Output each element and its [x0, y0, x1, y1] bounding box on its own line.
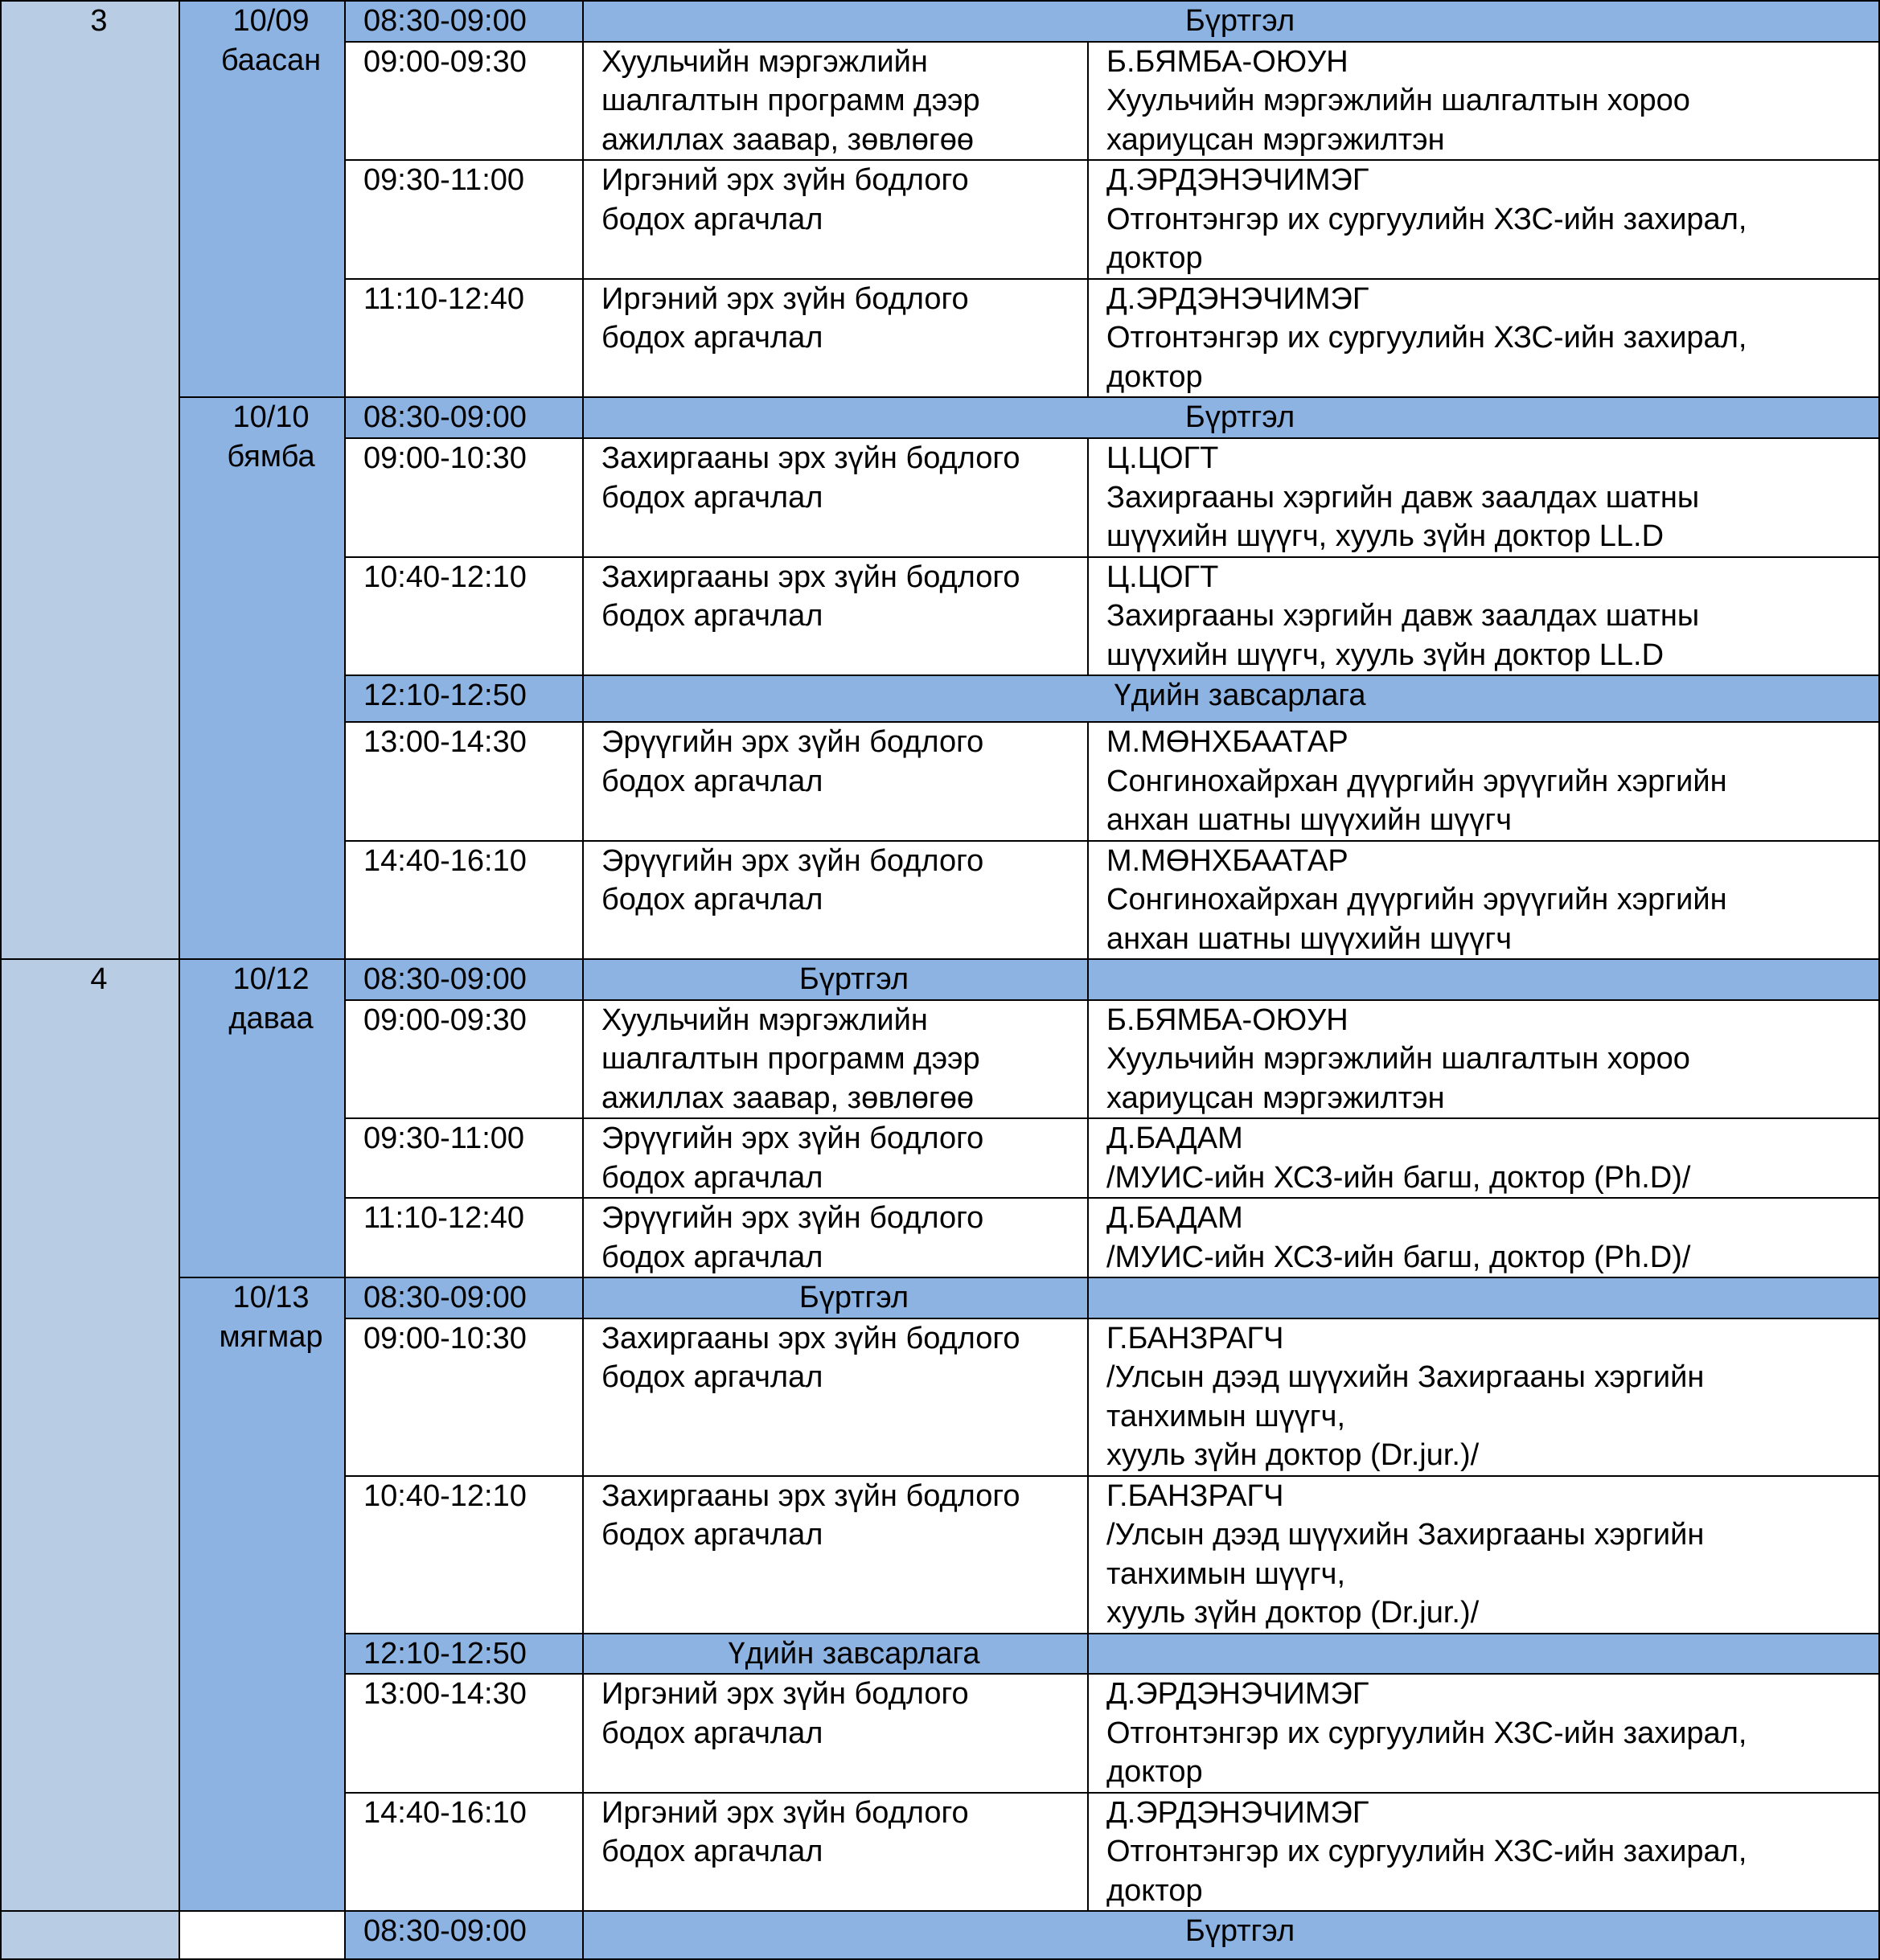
- lecturer-line: танхимын шүүгч,: [1106, 1399, 1346, 1433]
- date-text: 10/13: [232, 1281, 310, 1314]
- topic-line: бодох аргачлал: [601, 202, 823, 236]
- time-cell: 09:00-09:30: [345, 42, 583, 161]
- time-cell: 09:30-11:00: [345, 160, 583, 279]
- topic-line: бодох аргачлал: [601, 1240, 823, 1274]
- topic-cell: [583, 279, 1088, 398]
- time-cell: 08:30-09:00: [345, 397, 583, 438]
- highlight-label-cell: Бүртгэл: [583, 1, 1879, 42]
- topic-cell: [583, 160, 1088, 279]
- lecturer-line: Ц.ЦОГТ: [1106, 441, 1219, 475]
- topic-line: бодох аргачлал: [601, 480, 823, 515]
- lecturer-cell: [1088, 1318, 1879, 1476]
- lecturer-line: Отгонтэнгэр их сургуулийн ХЗС-ийн захирал,: [1106, 1835, 1747, 1868]
- topic-cell: [583, 1318, 1088, 1476]
- lecturer-line: доктор: [1106, 1755, 1203, 1789]
- date-cell: [179, 397, 345, 959]
- topic-line: Хуульчийн мэргэжлийн: [601, 44, 928, 79]
- lecturer-line: Отгонтэнгэр их сургуулийн ХЗС-ийн захирал,: [1106, 202, 1747, 236]
- topic-line: бодох аргачлал: [601, 599, 823, 633]
- lecturer-cell: [1088, 1793, 1879, 1912]
- lecturer-line: М.МӨНХБААТАР: [1106, 843, 1348, 878]
- partial-row: [1, 1911, 1879, 1959]
- time-cell: 11:10-12:40: [345, 279, 583, 398]
- lecturer-line: Б.БЯМБА-ОЮУН: [1106, 44, 1348, 79]
- topic-line: ажиллах заавар, зөвлөгөө: [601, 122, 974, 157]
- topic-line: Захиргааны эрх зүйн бодлого: [601, 560, 1020, 594]
- highlight-label-cell: Бүртгэл: [583, 397, 1879, 438]
- lecturer-line: хууль зүйн доктор (Dr.jur.)/: [1106, 1596, 1480, 1630]
- lecturer-line: Д.ЭРДЭНЭЧИМЭГ: [1106, 281, 1369, 316]
- time-cell: 12:10-12:50: [345, 675, 583, 722]
- highlight-label: Бүртгэл: [798, 962, 909, 996]
- time-cell: 10:40-12:10: [345, 557, 583, 676]
- highlight-label: Үдийн завсарлага: [728, 1636, 980, 1671]
- lecturer-line: хууль зүйн доктор (Dr.jur.)/: [1106, 1438, 1480, 1472]
- highlight-row: [1, 1, 1879, 42]
- highlight-label: Бүртгэл: [798, 1281, 909, 1314]
- week-number-cell: 4: [1, 959, 179, 1911]
- date-cell: [179, 1911, 345, 1959]
- empty-cell: [1088, 959, 1879, 1000]
- time-cell: 14:40-16:10: [345, 1793, 583, 1912]
- lecturer-line: анхан шатны шүүхийн шүүгч: [1106, 803, 1513, 837]
- lecturer-line: Б.БЯМБА-ОЮУН: [1106, 1003, 1348, 1037]
- topic-line: шалгалтын программ дээр: [601, 1042, 980, 1076]
- topic-cell: [583, 1793, 1088, 1912]
- lecturer-line: Хуульчийн мэргэжлийн шалгалтын хороо: [1106, 84, 1690, 117]
- highlight-row: [1, 959, 1879, 1000]
- lecturer-line: Сонгинохайрхан дүүргийн эрүүгийн хэргийн: [1106, 764, 1727, 798]
- lecturer-cell: [1088, 1000, 1879, 1119]
- lecturer-line: Хуульчийн мэргэжлийн шалгалтын хороо: [1106, 1042, 1690, 1076]
- date-text: 10/12: [232, 962, 310, 996]
- week-number-cell: [1, 1911, 179, 1959]
- lecturer-line: Д.БАДАМ: [1106, 1121, 1243, 1155]
- topic-line: Иргэний эрх зүйн бодлого: [601, 1795, 969, 1830]
- topic-line: Иргэний эрх зүйн бодлого: [601, 1677, 969, 1711]
- topic-cell: [583, 722, 1088, 841]
- weekday-text: мягмар: [219, 1319, 323, 1354]
- topic-cell: [583, 841, 1088, 960]
- lecturer-line: Д.ЭРДЭНЭЧИМЭГ: [1106, 1677, 1369, 1711]
- highlight-row: [1, 1277, 1879, 1318]
- topic-line: шалгалтын программ дээр: [601, 84, 980, 117]
- time-cell: 09:00-09:30: [345, 1000, 583, 1119]
- time-cell: 08:30-09:00: [345, 1277, 583, 1318]
- time-cell: 13:00-14:30: [345, 1674, 583, 1793]
- topic-cell: [583, 438, 1088, 557]
- topic-line: Хуульчийн мэргэжлийн: [601, 1003, 928, 1037]
- lecturer-line: /МУИС-ийн ХСЗ-ийн багш, доктор (Ph.D)/: [1106, 1240, 1691, 1274]
- topic-line: Захиргааны эрх зүйн бодлого: [601, 441, 1020, 475]
- topic-line: бодох аргачлал: [601, 883, 823, 916]
- lecturer-cell: [1088, 279, 1879, 398]
- time-cell: 12:10-12:50: [345, 1634, 583, 1675]
- empty-cell: [1088, 1634, 1879, 1675]
- lecturer-line: доктор: [1106, 359, 1203, 394]
- topic-line: Иргэний эрх зүйн бодлого: [601, 281, 969, 316]
- lecturer-line: Г.БАНЗРАГЧ: [1106, 1321, 1284, 1355]
- lecturer-line: доктор: [1106, 1873, 1203, 1908]
- topic-cell: [583, 1000, 1088, 1119]
- highlight-label-cell: [583, 1277, 1088, 1318]
- lecturer-line: М.МӨНХБААТАР: [1106, 725, 1348, 759]
- topic-cell: [583, 1674, 1088, 1793]
- highlight-label-cell: [583, 1634, 1088, 1675]
- lecturer-cell: [1088, 1198, 1879, 1277]
- topic-line: Эрүүгийн эрх зүйн бодлого: [601, 1201, 984, 1235]
- topic-line: Захиргааны эрх зүйн бодлого: [601, 1478, 1020, 1513]
- lecturer-line: Г.БАНЗРАГЧ: [1106, 1478, 1284, 1513]
- weekday-text: даваа: [228, 1001, 314, 1035]
- topic-line: Иргэний эрх зүйн бодлого: [601, 163, 969, 197]
- weekday-text: баасан: [220, 43, 322, 77]
- time-cell: 10:40-12:10: [345, 1476, 583, 1634]
- lecturer-line: Захиргааны хэргийн давж заалдах шатны: [1106, 480, 1700, 515]
- date-text: 10/10: [232, 400, 310, 434]
- time-cell: 08:30-09:00: [345, 959, 583, 1000]
- date-cell: [179, 1277, 345, 1911]
- topic-line: бодох аргачлал: [601, 764, 823, 798]
- time-cell: 13:00-14:30: [345, 722, 583, 841]
- empty-cell: [1088, 1277, 1879, 1318]
- lecturer-line: хариуцсан мэргэжилтэн: [1106, 1080, 1445, 1115]
- time-cell: 09:00-10:30: [345, 1318, 583, 1476]
- lecturer-line: доктор: [1106, 241, 1203, 275]
- topic-line: Эрүүгийн эрх зүйн бодлого: [601, 1121, 984, 1155]
- time-cell: 14:40-16:10: [345, 841, 583, 960]
- topic-cell: [583, 1476, 1088, 1634]
- topic-line: ажиллах заавар, зөвлөгөө: [601, 1080, 974, 1115]
- lecturer-cell: [1088, 160, 1879, 279]
- lecturer-line: Ц.ЦОГТ: [1106, 560, 1219, 594]
- lecturer-line: Отгонтэнгэр их сургуулийн ХЗС-ийн захирал,: [1106, 1716, 1747, 1750]
- week-number-cell: 3: [1, 1, 179, 959]
- topic-line: Эрүүгийн эрх зүйн бодлого: [601, 725, 984, 759]
- highlight-label-cell: Үдийн завсарлага: [583, 675, 1879, 722]
- topic-line: бодох аргачлал: [601, 1835, 823, 1868]
- topic-line: бодох аргачлал: [601, 1360, 823, 1394]
- lecturer-line: /Улсын дээд шүүхийн Захиргааны хэргийн: [1106, 1518, 1705, 1552]
- lecturer-line: Захиргааны хэргийн давж заалдах шатны: [1106, 599, 1700, 633]
- topic-line: бодох аргачлал: [601, 1716, 823, 1750]
- lecturer-cell: [1088, 841, 1879, 960]
- lecturer-line: /МУИС-ийн ХСЗ-ийн багш, доктор (Ph.D)/: [1106, 1160, 1691, 1195]
- date-cell: [179, 959, 345, 1277]
- topic-cell: [583, 42, 1088, 161]
- lecturer-cell: [1088, 438, 1879, 557]
- lecturer-cell: [1088, 42, 1879, 161]
- topic-line: Эрүүгийн эрх зүйн бодлого: [601, 843, 984, 878]
- time-cell: 09:00-10:30: [345, 438, 583, 557]
- schedule-body: [1, 1, 1879, 1959]
- topic-line: бодох аргачлал: [601, 321, 823, 355]
- lecturer-cell: [1088, 1476, 1879, 1634]
- highlight-label-cell: Бүртгэл: [583, 1911, 1879, 1959]
- lecturer-cell: [1088, 1674, 1879, 1793]
- lecturer-line: Д.БАДАМ: [1106, 1201, 1243, 1235]
- topic-cell: [583, 557, 1088, 676]
- date-text: 10/09: [232, 4, 310, 38]
- lecturer-line: Сонгинохайрхан дүүргийн эрүүгийн хэргийн: [1106, 883, 1727, 916]
- topic-cell: [583, 1198, 1088, 1277]
- date-cell: [179, 1, 345, 397]
- topic-line: Захиргааны эрх зүйн бодлого: [601, 1321, 1020, 1355]
- lecturer-line: /Улсын дээд шүүхийн Захиргааны хэргийн: [1106, 1360, 1705, 1394]
- lecturer-line: шүүхийн шүүгч, хууль зүйн доктор LL.D: [1106, 638, 1664, 672]
- lecturer-line: хариуцсан мэргэжилтэн: [1106, 122, 1445, 157]
- topic-cell: [583, 1118, 1088, 1198]
- lecturer-line: анхан шатны шүүхийн шүүгч: [1106, 921, 1513, 956]
- time-cell: 11:10-12:40: [345, 1198, 583, 1277]
- highlight-row: [1, 397, 1879, 438]
- lecturer-line: Отгонтэнгэр их сургуулийн ХЗС-ийн захирал,: [1106, 321, 1747, 355]
- topic-line: бодох аргачлал: [601, 1518, 823, 1552]
- lecturer-cell: [1088, 722, 1879, 841]
- lecturer-cell: [1088, 557, 1879, 676]
- lecturer-line: Д.ЭРДЭНЭЧИМЭГ: [1106, 1795, 1369, 1830]
- topic-line: бодох аргачлал: [601, 1160, 823, 1195]
- lecturer-line: танхимын шүүгч,: [1106, 1556, 1346, 1591]
- weekday-text: бямба: [227, 439, 315, 474]
- time-cell: 08:30-09:00: [345, 1911, 583, 1959]
- time-cell: 09:30-11:00: [345, 1118, 583, 1198]
- lecturer-line: шүүхийн шүүгч, хууль зүйн доктор LL.D: [1106, 519, 1664, 553]
- time-cell: 08:30-09:00: [345, 1, 583, 42]
- lecturer-line: Д.ЭРДЭНЭЧИМЭГ: [1106, 163, 1369, 197]
- lecturer-cell: [1088, 1118, 1879, 1198]
- highlight-label-cell: [583, 959, 1088, 1000]
